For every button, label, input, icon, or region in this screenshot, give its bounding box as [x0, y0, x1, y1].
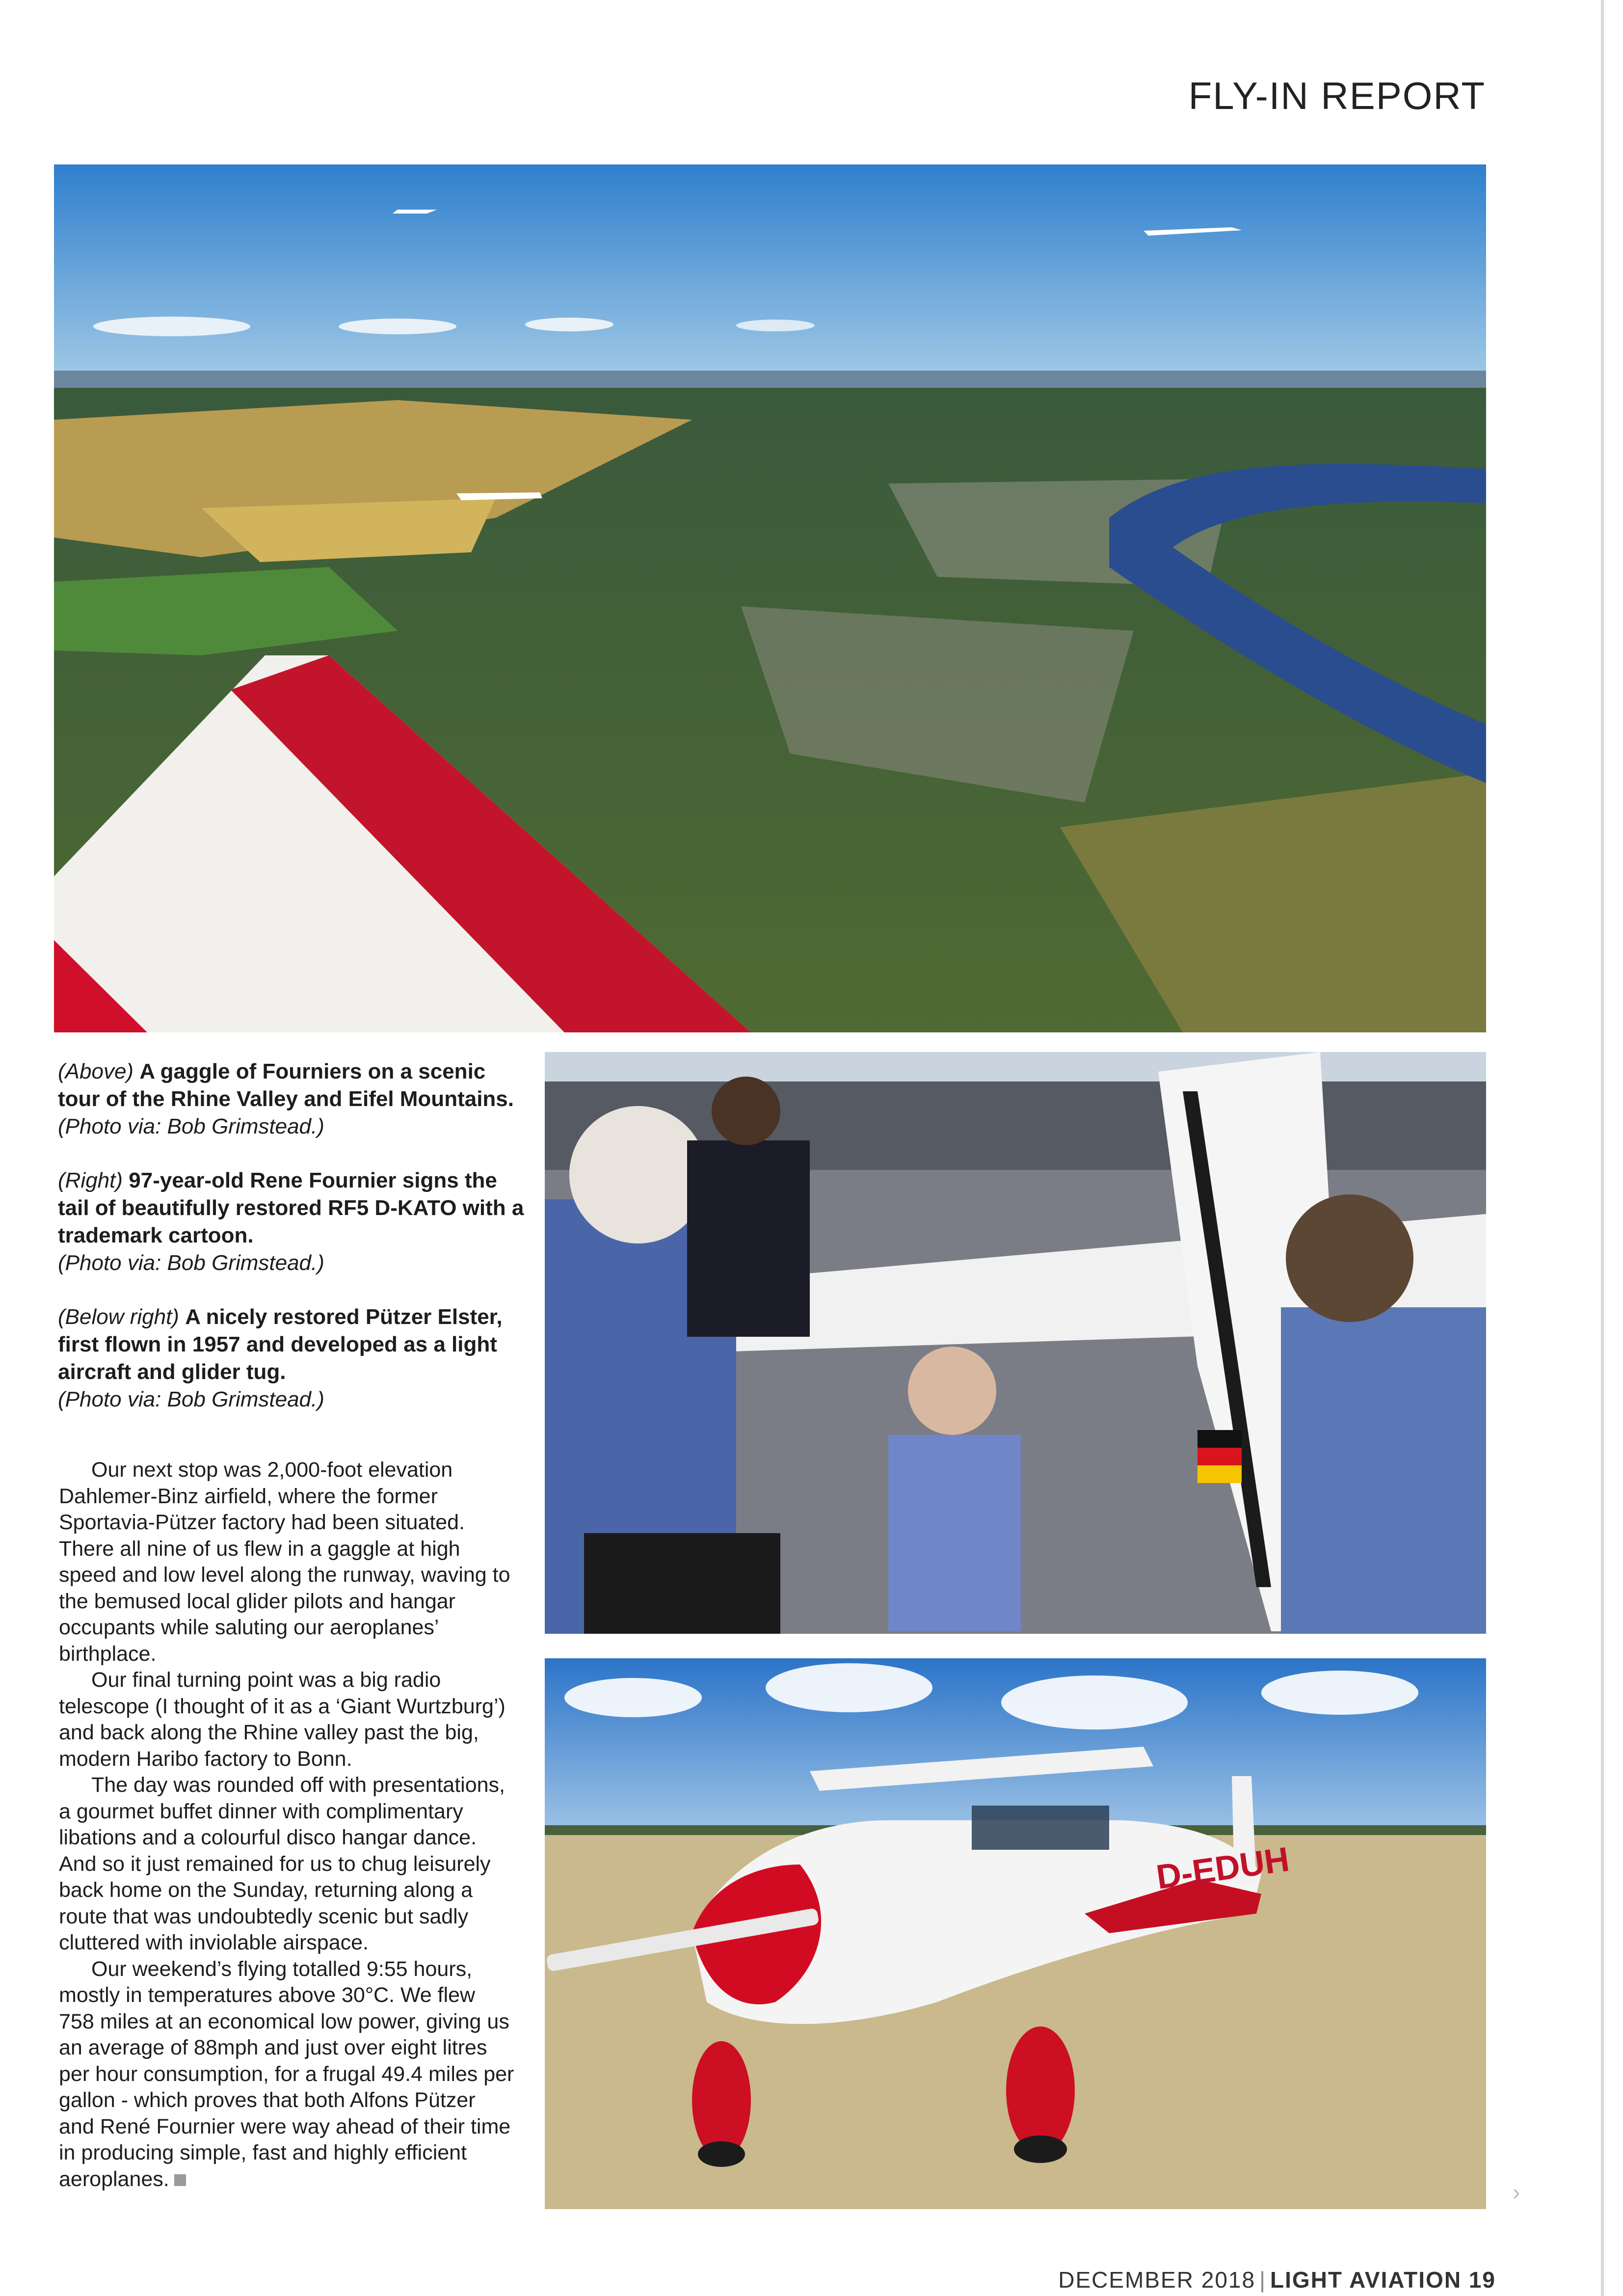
- article-paragraph: Our next stop was 2,000-foot elevation Dahlemer-Binz airfield, where the former Sportavia-Pützer factory had been situated. There all nine of us flew in a gaggle at high speed and low level along the runway, waving to the bemused local glider pilots and hangar occupants while saluting our aeroplanes’ birthplace.: [59, 1458, 510, 1666]
- caption-credit: (Photo via: Bob Grimstead.): [58, 1114, 324, 1138]
- hero-photo: [54, 164, 1486, 1032]
- page-footer: [1058, 2267, 1496, 2293]
- issue-date: DECEMBER 2018: [1058, 2267, 1256, 2293]
- article-paragraph: Our final turning point was a big radio telescope (I thought of it as a ‘Giant Wurtzburg’) and back along the Rhine valley past the big, modern Haribo factory to Bonn.: [59, 1668, 506, 1771]
- footer-separator: |: [1259, 2267, 1267, 2293]
- article-paragraph: The day was rounded off with presentations, a gourmet buffet dinner with complimentary libations and a colourful disco hangar dance. And so it just remained for us to chug leisurely back home on the Sunday, returning along a route that was undoubtedly scenic but sadly cluttered with inviolable airspace.: [59, 1773, 505, 1954]
- hero-photo-illustration: [54, 164, 1486, 1032]
- caption-below-right: [58, 1303, 524, 1413]
- flag-stripe-black: [1197, 1430, 1242, 1448]
- signing-photo-alt: Rene Fournier signing the tail of RF5 D-KATO: [545, 1631, 555, 1632]
- flag-stripe-gold: [1197, 1465, 1242, 1483]
- hero-photo-alt: Aerial view of Fourniers over the Rhine Valley: [54, 1028, 64, 1029]
- scan-edge: [1601, 0, 1604, 2296]
- signing-photo: [545, 1052, 1486, 1634]
- article-paragraph-last: [59, 1956, 515, 2193]
- elster-photo-illustration: [545, 1658, 1486, 2209]
- caption-right: [58, 1167, 524, 1277]
- aircraft-registration: D-EDUH: [1154, 1839, 1292, 1896]
- caption-direction: (Above): [58, 1059, 134, 1083]
- next-page-arrow-icon[interactable]: ›: [1513, 2179, 1520, 2205]
- flag-stripe-red: [1197, 1448, 1242, 1465]
- page-number: 19: [1468, 2267, 1496, 2293]
- caption-above: [58, 1058, 524, 1140]
- signing-photo-illustration: [545, 1052, 1486, 1634]
- caption-text: A gaggle of Fourniers on a scenic tour of the Rhine Valley and Eifel Mountains.: [58, 1059, 514, 1111]
- photo-captions: [58, 1058, 524, 1440]
- article-paragraph-text: Our weekend’s flying totalled 9:55 hours, mostly in temperatures above 30°C. We flew 758 miles at an economical low power, giving us an average of 88mph and just over eight litres per hour consumption, for a frugal 49.4 miles per gallon - which proves that both Alfons Pützer and René Fournier were way ahead of their time in producing simple, fast and highly efficient aeroplanes.: [59, 1957, 514, 2191]
- caption-direction: (Below right): [58, 1305, 179, 1329]
- caption-direction: (Right): [58, 1168, 123, 1192]
- magazine-name: LIGHT AVIATION: [1270, 2267, 1462, 2293]
- caption-text: A nicely restored Pützer Elster, first flown in 1957 and developed as a light aircraft and glider tug.: [58, 1305, 503, 1384]
- section-label: FLY-IN REPORT: [1188, 74, 1486, 117]
- caption-text: 97-year-old Rene Fournier signs the tail of beautifully restored RF5 D-KATO with a trademark cartoon.: [58, 1168, 524, 1247]
- caption-credit: (Photo via: Bob Grimstead.): [58, 1387, 324, 1411]
- elster-photo-alt: Restored Pützer Elster on the grass: [545, 2208, 553, 2209]
- elster-photo: [545, 1658, 1486, 2209]
- article-body: [59, 1457, 515, 2192]
- end-mark-icon: [174, 2174, 186, 2186]
- caption-credit: (Photo via: Bob Grimstead.): [58, 1251, 324, 1275]
